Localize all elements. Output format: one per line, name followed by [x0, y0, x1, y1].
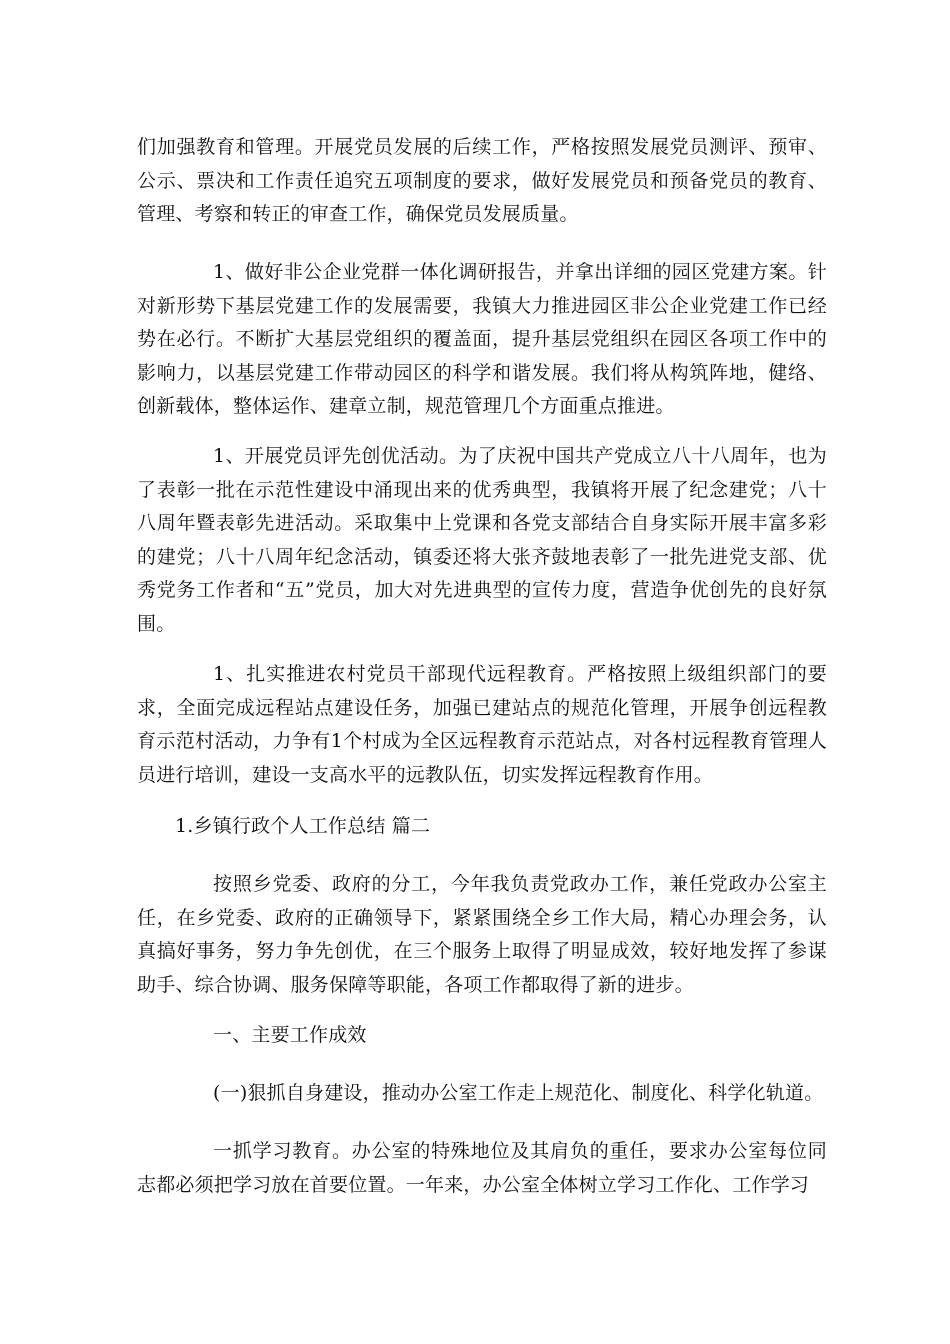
paragraph-study-education: 一抓学习教育。办公室的特殊地位及其肩负的重任，要求办公室每位同志都必须把学习放在首要位置。一年来，办公室全体树立学习工作化、工作学习	[137, 1140, 827, 1196]
paragraph-park-party-building: 1、做好非公企业党群一体化调研报告，并拿出详细的园区党建方案。针对新形势下基层党建工作的发展需要，我镇大力推进园区非公企业党建工作已经势在必行。不断扩大基层党组织的覆盖面，提升基层党组织在园区各项工作中的影响力，以基层党建工作带动园区的科学和谐发展。我们将从构筑阵地，健络、创新载体，整体运作、建章立制，规范管理几个方面重点推进。	[137, 261, 827, 417]
paragraph-party-member-awards: 1、开展党员评先创优活动。为了庆祝中国共产党成立八十八周年，也为了表彰一批在示范性建设中涌现出来的优秀典型，我镇将开展了纪念建党；八十八周年暨表彰先进活动。采取集中上党课和各党支部结合自身实际开展丰富多彩的建党；八十八周年纪念活动，镇委还将大张齐鼓地表彰了一批先进党支部、优秀党务工作者和“五”党员，加大对先进典型的宣传力度，营造争优创先的良好氛围。	[137, 445, 827, 635]
heading-main-achievements: 一、主要工作成效	[213, 1024, 367, 1046]
paragraph-remote-education: 1、扎实推进农村党员干部现代远程教育。严格按照上级组织部门的要求，全面完成远程站点建设任务，加强已建站点的规范化管理，开展争创远程教育示范村活动，力争有1个村成为全区远程教育示范站点，对各村远程教育管理人员进行培训，建设一支高水平的远教队伍，切实发挥远程教育作用。	[137, 663, 827, 786]
section-heading-part-two: 1.乡镇行政个人工作总结 篇二	[175, 815, 431, 837]
paragraph-party-member-development: 们加强教育和管理。开展党员发展的后续工作，严格按照发展党员测评、预审、公示、票决和工作责任追究五项制度的要求，做好发展党员和预备党员的教育、管理、考察和转正的审查工作，确保党员发展质量。	[137, 136, 827, 225]
subheading-self-building: (一)狠抓自身建设，推动办公室工作走上规范化、制度化、科学化轨道。	[213, 1082, 824, 1104]
paragraph-office-duties: 按照乡党委、政府的分工，今年我负责党政办工作，兼任党政办公室主任，在乡党委、政府的正确领导下，紧紧围绕全乡工作大局，精心办理会务，认真搞好事务，努力争先创优，在三个服务上取得了明显成效，较好地发挥了参谋助手、综合协调、服务保障等职能，各项工作都取得了新的进步。	[137, 873, 827, 996]
